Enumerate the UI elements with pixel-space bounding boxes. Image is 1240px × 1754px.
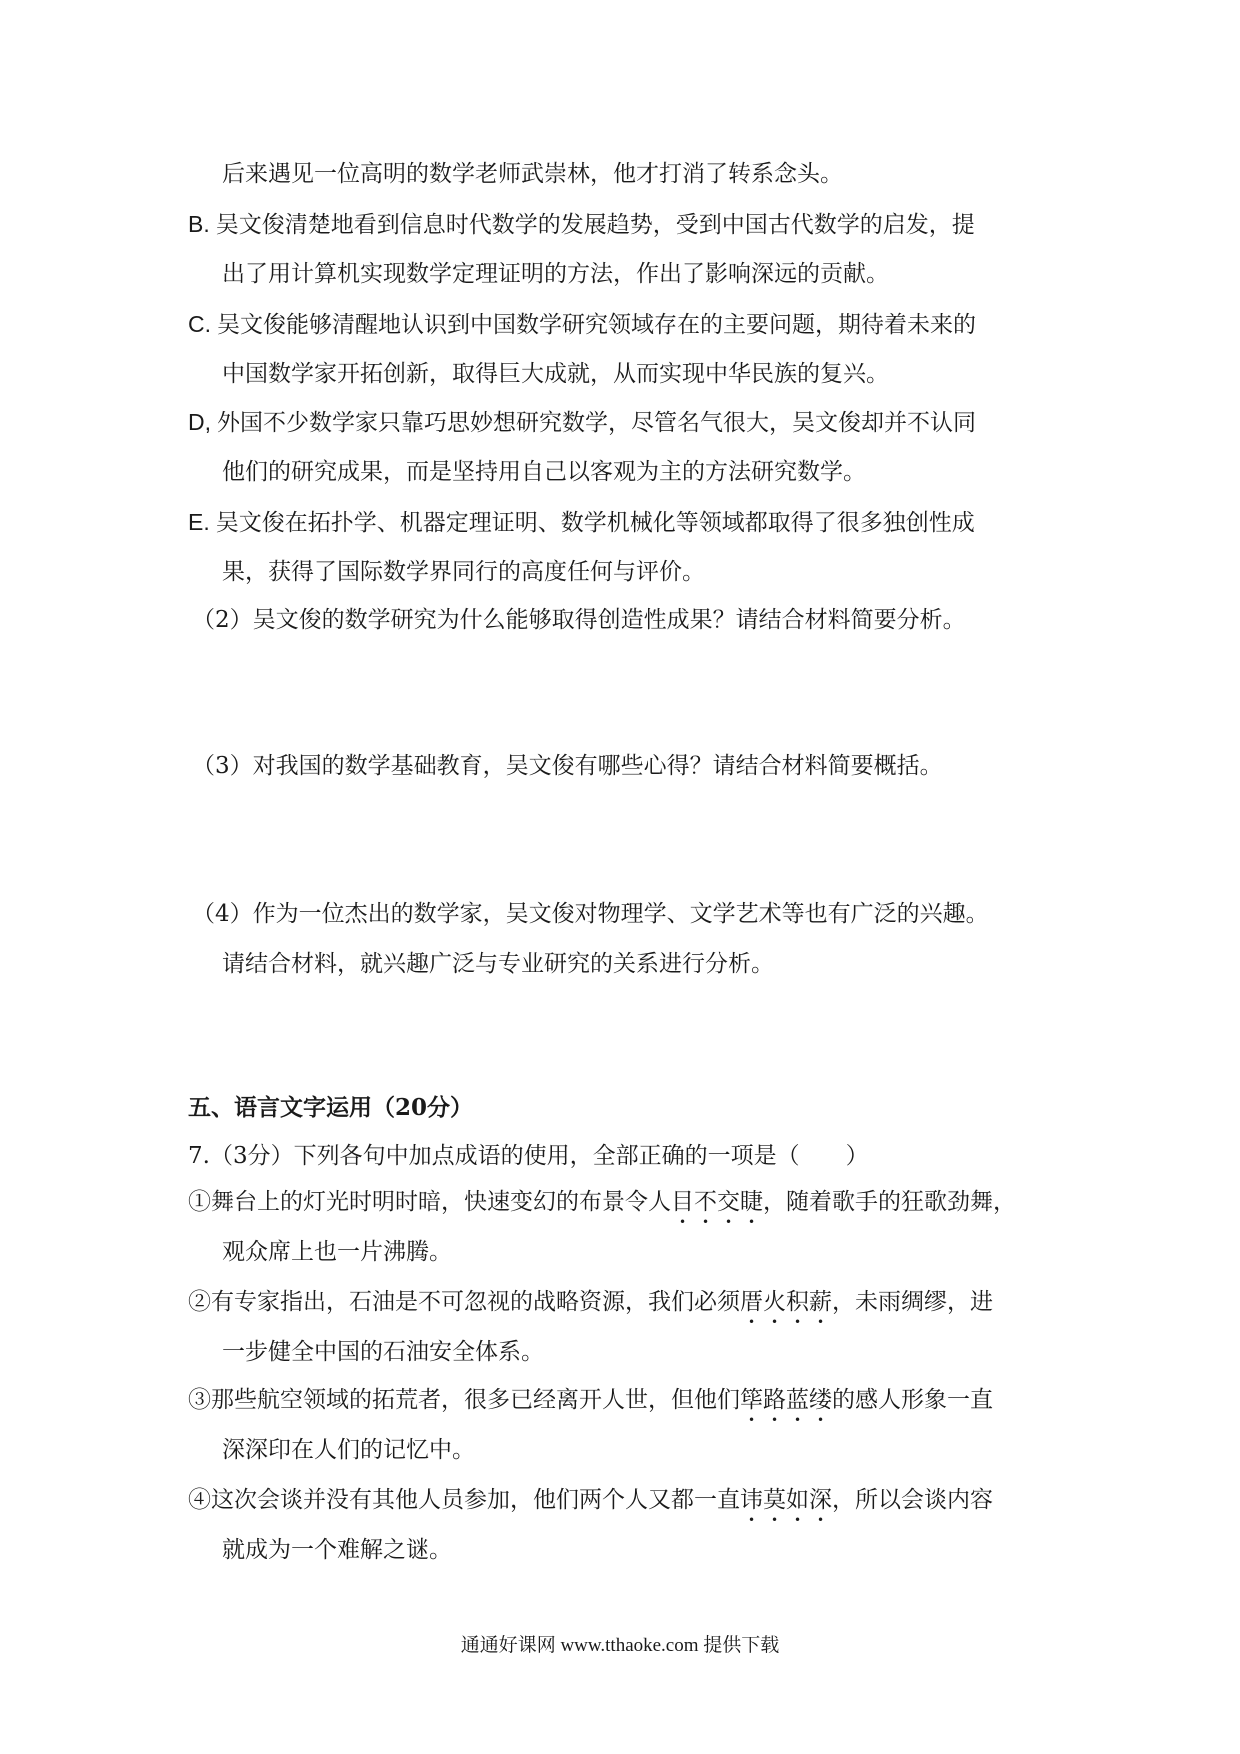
- question-4-line2: 请结合材料，就兴趣广泛与专业研究的关系进行分析。: [222, 951, 774, 977]
- dotted-idiom: 厝火积薪: [740, 1289, 832, 1315]
- sentence-3-line1: [188, 1384, 993, 1427]
- option-e-line2: 果，获得了国际数学界同行的高度任何与评价。: [222, 559, 705, 585]
- question-2: （2）吴文俊的数学研究为什么能够取得创造性成果？请结合材料简要分析。: [192, 607, 966, 633]
- option-d-line2: 他们的研究成果，而是坚持用自己以客观为主的方法研究数学。: [222, 459, 866, 485]
- question-3: （3）对我国的数学基础教育，吴文俊有哪些心得？请结合材料简要概括。: [192, 753, 943, 779]
- option-b-label: B.: [188, 211, 210, 237]
- question-4-line1: （4）作为一位杰出的数学家，吴文俊对物理学、文学艺术等也有广泛的兴趣。: [192, 901, 989, 927]
- sentence-4-line1: [188, 1484, 993, 1527]
- option-c-line2: 中国数学家开拓创新，取得巨大成就，从而实现中华民族的复兴。: [222, 361, 889, 387]
- dotted-idiom: 筚路蓝缕: [740, 1387, 832, 1413]
- sentence-3-line2: 深深印在人们的记忆中。: [222, 1437, 475, 1463]
- option-b-line1: [188, 208, 975, 241]
- sentence-3-text: ③那些航空领域的拓荒者，很多已经离开人世，但他们: [188, 1387, 740, 1413]
- option-e-line1: [188, 506, 975, 539]
- sentence-3-text-end: 的感人形象一直: [832, 1387, 993, 1413]
- option-b-line2: 出了用计算机实现数学定理证明的方法，作出了影响深远的贡献。: [222, 261, 889, 287]
- sentence-1-line1: [188, 1186, 1016, 1229]
- option-c-text: 吴文俊能够清醒地认识到中国数学研究领域存在的主要问题，期待着未来的: [217, 312, 976, 338]
- option-d-text: 外国不少数学家只靠巧思妙想研究数学，尽管名气很大，吴文俊却并不认同: [217, 410, 976, 436]
- option-a-continuation: 后来遇见一位高明的数学老师武崇林，他才打消了转系念头。: [222, 161, 843, 187]
- option-c-line1: [188, 308, 976, 341]
- footer-credit: 通通好课网 www.tthaoke.com 提供下载: [460, 1635, 780, 1656]
- sentence-4-text-end: ，所以会谈内容: [832, 1487, 993, 1513]
- sentence-4-line2: 就成为一个难解之谜。: [222, 1537, 452, 1563]
- option-c-label: C.: [188, 311, 211, 337]
- dotted-idiom: 讳莫如深: [740, 1487, 832, 1513]
- sentence-1-text: ①舞台上的灯光时明时暗，快速变幻的布景令人: [188, 1189, 671, 1215]
- question-7-stem: 7.（3分）下列各句中加点成语的使用，全部正确的一项是（ ）: [188, 1143, 869, 1169]
- section-heading: 五、语言文字运用（20分）: [188, 1094, 474, 1121]
- option-b-text: 吴文俊清楚地看到信息时代数学的发展趋势，受到中国古代数学的启发，提: [215, 212, 975, 238]
- option-d-line1: [188, 406, 976, 439]
- sentence-4-text: ④这次会谈并没有其他人员参加，他们两个人又都一直: [188, 1487, 740, 1513]
- sentence-1-text-end: ，随着歌手的狂歌劲舞，: [763, 1189, 1016, 1215]
- sentence-2-text-end: ，未雨绸缪，进: [832, 1289, 993, 1315]
- option-d-label: D,: [188, 409, 211, 435]
- sentence-1-line2: 观众席上也一片沸腾。: [222, 1239, 452, 1265]
- sentence-2-line2: 一步健全中国的石油安全体系。: [222, 1339, 544, 1365]
- option-e-label: E.: [188, 509, 210, 535]
- dotted-idiom: 目不交睫: [671, 1189, 763, 1215]
- option-e-text: 吴文俊在拓扑学、机器定理证明、数学机械化等领域都取得了很多独创性成: [215, 510, 975, 536]
- sentence-2-line1: [188, 1286, 993, 1329]
- sentence-2-text: ②有专家指出，石油是不可忽视的战略资源，我们必须: [188, 1289, 740, 1315]
